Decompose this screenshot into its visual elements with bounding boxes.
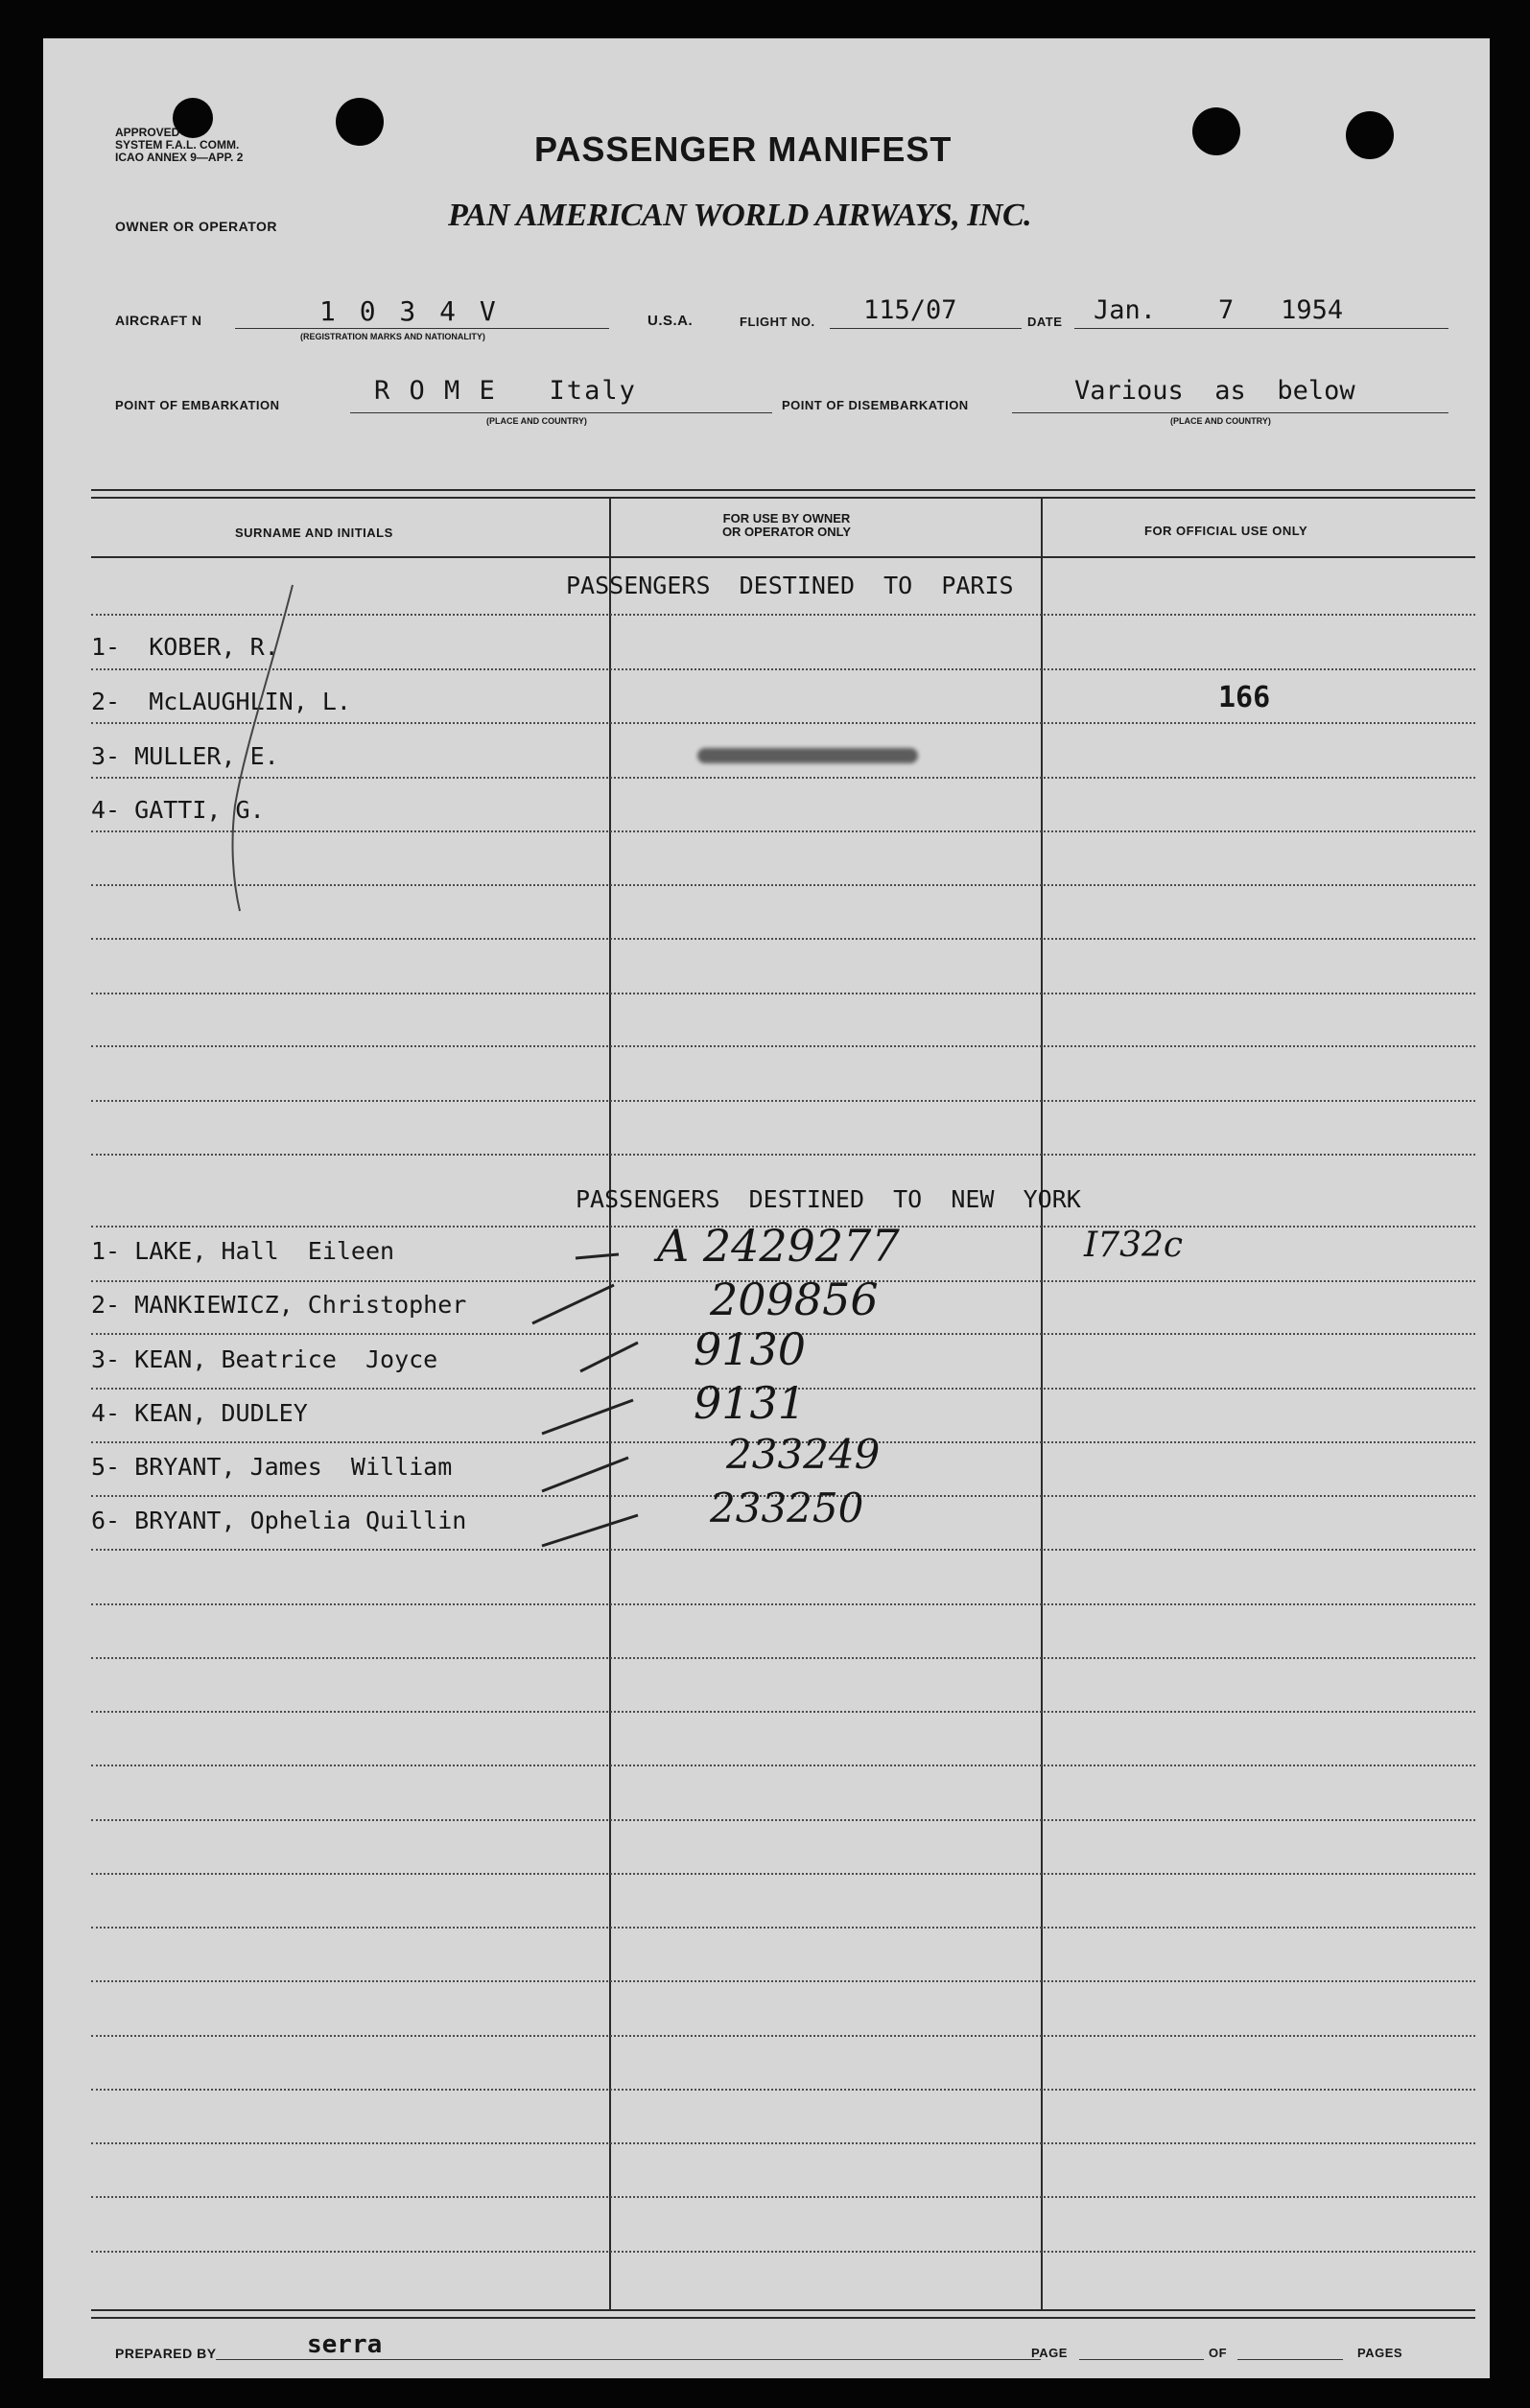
newyork-passenger-name: 5- BRYANT, James William [91, 1453, 453, 1481]
row-rule [91, 1045, 1475, 1047]
registration-caption: (REGISTRATION MARKS AND NATIONALITY) [300, 332, 485, 341]
newyork-passenger-name: 2- MANKIEWICZ, Christopher [91, 1291, 467, 1319]
punch-hole-right-1 [1192, 107, 1240, 155]
of-label: OF [1209, 2346, 1228, 2360]
row-rule [91, 938, 1475, 940]
disembarkation-value: Various as below [1074, 376, 1355, 406]
paris-passenger-name: 4- GATTI, G. [91, 796, 265, 824]
column-divider-2 [1041, 497, 1043, 2309]
row-rule [91, 1549, 1475, 1551]
newyork-operator-value: 233249 [726, 1431, 881, 1478]
usa-label: U.S.A. [647, 313, 694, 329]
manifest-sheet [43, 38, 1490, 2378]
row-rule [91, 2196, 1475, 2198]
aircraft-underline [235, 328, 609, 329]
owner-use-line: OR OPERATOR ONLY [721, 525, 852, 539]
embarkation-underline [350, 412, 772, 413]
row-rule [91, 993, 1475, 994]
disembarkation-label: POINT OF DISEMBARKATION [782, 398, 969, 412]
check-stroke [177, 575, 312, 921]
punch-hole-right-2 [1346, 111, 1394, 159]
owner-operator-label: OWNER OR OPERATOR [115, 219, 277, 234]
row-rule [91, 2251, 1475, 2253]
page-underline [1079, 2359, 1204, 2360]
approval-line: ICAO ANNEX 9—APP. 2 [115, 151, 244, 164]
flight-number-label: FLIGHT NO. [740, 315, 815, 329]
table-top-rule-2 [91, 497, 1475, 499]
embarkation-label: POINT OF EMBARKATION [115, 398, 280, 412]
newyork-group-heading: PASSENGERS DESTINED TO NEW YORK [576, 1185, 1081, 1213]
disembarkation-underline [1012, 412, 1448, 413]
row-rule [91, 1819, 1475, 1821]
row-rule [91, 1100, 1475, 1102]
newyork-official-value: I732c [1084, 1226, 1184, 1265]
row-rule [91, 1873, 1475, 1875]
newyork-operator-value: A 2429277 [657, 1220, 900, 1272]
table-bottom-rule-2 [91, 2317, 1475, 2319]
prepared-by-value: serra [307, 2330, 383, 2359]
approval-line: SYSTEM F.A.L. COMM. [115, 138, 240, 152]
date-label: DATE [1027, 315, 1063, 329]
document-title: PASSENGER MANIFEST [534, 129, 953, 169]
date-value: Jan. 7 1954 [1094, 295, 1344, 325]
table-bottom-rule [91, 2309, 1475, 2311]
row-rule [91, 1657, 1475, 1659]
redaction-smudge [697, 748, 918, 763]
aircraft-label: AIRCRAFT N [115, 313, 202, 328]
column-header-official: FOR OFFICIAL USE ONLY [1144, 524, 1308, 538]
row-rule [91, 1603, 1475, 1605]
newyork-passenger-name: 1- LAKE, Hall Eileen [91, 1237, 395, 1265]
flight-underline [830, 328, 1022, 329]
table-top-rule [91, 489, 1475, 491]
row-rule [91, 1765, 1475, 1766]
company-name: PAN AMERICAN WORLD AIRWAYS, INC. [448, 198, 1032, 233]
newyork-operator-value: 9131 [694, 1377, 807, 1429]
column-header-surname: SURNAME AND INITIALS [235, 526, 393, 540]
aircraft-value: 1 0 3 4 V [319, 295, 500, 327]
newyork-passenger-name: 6- BRYANT, Ophelia Quillin [91, 1507, 467, 1534]
tick-marks [523, 1237, 667, 1554]
paris-passenger-name: 2- McLAUGHLIN, L. [91, 688, 351, 715]
prepared-by-underline [216, 2359, 1041, 2360]
pages-label: PAGES [1357, 2346, 1403, 2360]
embarkation-value: R O M E Italy [374, 376, 637, 406]
date-underline [1074, 328, 1448, 329]
of-underline [1237, 2359, 1343, 2360]
owner-use-line: FOR USE BY OWNER [722, 511, 851, 526]
newyork-operator-value: 9130 [694, 1323, 807, 1375]
paris-group-heading: PASSENGERS DESTINED TO PARIS [566, 572, 1014, 599]
punch-hole-left-2 [336, 98, 384, 146]
row-rule [91, 1927, 1475, 1929]
newyork-operator-value: 209856 [710, 1274, 879, 1325]
newyork-passenger-name: 3- KEAN, Beatrice Joyce [91, 1345, 438, 1373]
flight-number-value: 115/07 [863, 295, 957, 325]
disembarkation-place-caption: (PLACE AND COUNTRY) [1170, 416, 1271, 426]
row-rule [91, 1154, 1475, 1156]
row-rule [91, 1980, 1475, 1982]
paris-passenger-name: 1- KOBER, R. [91, 633, 279, 661]
newyork-operator-value: 233250 [710, 1485, 864, 1531]
row-rule [91, 2142, 1475, 2144]
paris-passenger-name: 3- MULLER, E. [91, 742, 279, 770]
row-rule [91, 2089, 1475, 2091]
header-bottom-rule [91, 556, 1475, 558]
approval-block [115, 127, 243, 164]
row-rule [91, 1711, 1475, 1713]
page-label: PAGE [1031, 2346, 1068, 2360]
column-header-owner-use [643, 512, 930, 539]
paris-official-value: 166 [1218, 681, 1271, 714]
newyork-passenger-name: 4- KEAN, DUDLEY [91, 1399, 308, 1427]
row-rule [91, 2035, 1475, 2037]
approval-line: APPROVED [115, 126, 180, 139]
embarkation-place-caption: (PLACE AND COUNTRY) [486, 416, 587, 426]
prepared-by-label: PREPARED BY [115, 2346, 217, 2361]
